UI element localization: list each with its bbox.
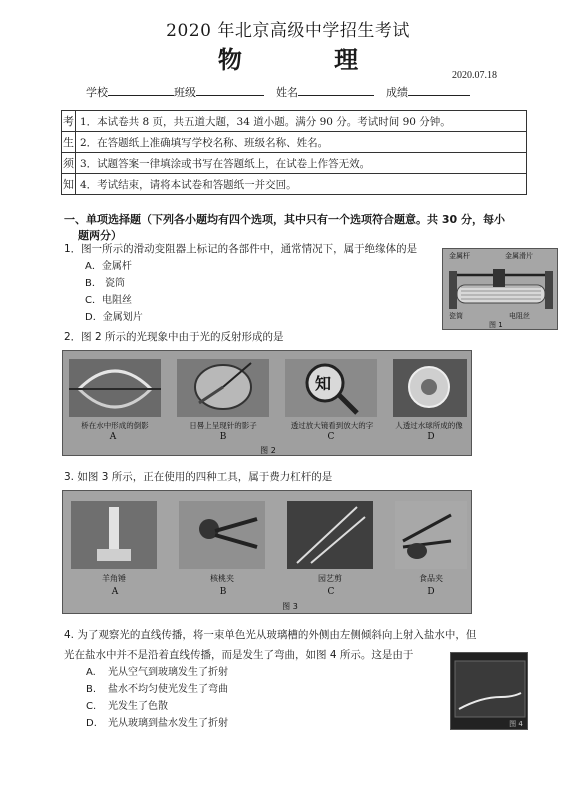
exam-notice-table bbox=[61, 110, 527, 195]
q1-option-b: B． 瓷筒 bbox=[85, 278, 126, 289]
figure-2 bbox=[62, 350, 472, 456]
q4-option-a bbox=[86, 666, 228, 680]
q4-option-b bbox=[86, 683, 228, 697]
score-label: 成绩 bbox=[386, 86, 408, 99]
q1-stem: 1．图一所示的滑动变阻器上标记的各部件中，通常情况下，属于绝缘体的是 bbox=[64, 243, 418, 255]
school-blank bbox=[108, 84, 174, 96]
exam-title: 2020 年北京高级中学招生考试 bbox=[166, 21, 410, 41]
q2-stem: 2．图 2 所示的光现象中由于光的反射形成的是 bbox=[64, 331, 284, 343]
section-heading bbox=[64, 212, 534, 244]
q4-option-a-letter: A. bbox=[86, 667, 96, 678]
q4-option-d-text: 光从玻璃到盐水发生了折射 bbox=[108, 718, 228, 729]
fig3-caption: 图 3 bbox=[282, 602, 298, 611]
q1-options bbox=[85, 260, 143, 325]
fig2-caption: 图 2 bbox=[260, 446, 276, 455]
fig1-label-tube: 瓷筒 bbox=[449, 312, 463, 320]
fig3-caption-c: 园艺剪 bbox=[318, 574, 342, 583]
fig2-letter-d: D bbox=[427, 432, 435, 442]
q4-option-c-letter: C. bbox=[86, 701, 97, 712]
notice-row bbox=[62, 174, 527, 195]
fig1-label-wire: 电阻丝 bbox=[509, 312, 530, 320]
q1-option-a: A．金属杆 bbox=[85, 261, 132, 272]
q4-stem-line2: 光在盐水中并不是沿着直线传播，而是发生了弯曲，如图 4 所示。这是由于 bbox=[64, 649, 414, 661]
q4-option-b-letter: B. bbox=[86, 684, 97, 695]
fig2-photo-c bbox=[285, 359, 377, 417]
fig3-letter-d: D bbox=[427, 587, 435, 597]
q4-option-d-letter: D. bbox=[86, 718, 97, 729]
notice-row bbox=[62, 132, 527, 153]
fig1-label-rod: 金属杆 bbox=[449, 252, 470, 260]
notice-row bbox=[62, 111, 527, 132]
fig3-photo-b bbox=[179, 501, 265, 569]
sundial-image bbox=[177, 359, 269, 417]
fig3-photo-c bbox=[287, 501, 373, 569]
q1-option-c: C．电阻丝 bbox=[85, 295, 132, 306]
bridge-image bbox=[69, 359, 161, 417]
section-heading-line2: 题两分） bbox=[78, 229, 122, 242]
fig1-caption: 图 1 bbox=[489, 321, 503, 329]
fig1-label-slider: 金属滑片 bbox=[505, 252, 533, 260]
fig4-caption: 图 4 bbox=[509, 720, 523, 728]
claw-hammer-image bbox=[71, 501, 157, 569]
q4-options bbox=[86, 666, 228, 731]
fig2-caption-d: 人透过水球所成的像 bbox=[395, 421, 463, 430]
fig2-caption-c: 透过放大镜看到放大的字 bbox=[290, 421, 374, 430]
q4-option-a-text: 光从空气到玻璃发生了折射 bbox=[108, 667, 228, 678]
fig3-caption-b: 核桃夹 bbox=[210, 574, 234, 583]
nutcracker-image bbox=[179, 501, 265, 569]
student-info-row bbox=[86, 84, 470, 100]
fig2-photo-d bbox=[393, 359, 467, 417]
food-tongs-image bbox=[395, 501, 467, 569]
fig3-photo-d bbox=[395, 501, 467, 569]
fig2-letter-b: B bbox=[219, 432, 227, 442]
notice-item: 4．考试结束，请将本试卷和答题纸一并交回。 bbox=[76, 174, 527, 195]
subject-title: 物 理 bbox=[217, 45, 401, 74]
fig3-letter-b: B bbox=[219, 587, 227, 597]
notice-key: 须 bbox=[62, 153, 76, 174]
magnifier-glyph: 知 bbox=[315, 374, 332, 393]
fig2-caption-b: 日晷上呈现针的影子 bbox=[189, 421, 257, 430]
exam-date: 2020.07.18 bbox=[452, 70, 497, 81]
notice-key: 考 bbox=[62, 111, 76, 132]
fig2-letter-c: C bbox=[327, 432, 335, 442]
q4-stem-line1: 4. 为了观察光的直线传播，将一束单色光从玻璃槽的外侧由左侧倾斜向上射入盐水中，但 bbox=[64, 629, 477, 641]
q4-option-c bbox=[86, 700, 228, 714]
score-blank bbox=[408, 84, 470, 96]
fig2-photo-b bbox=[177, 359, 269, 417]
notice-item: 2．在答题纸上准确填写学校名称、班级名称、姓名。 bbox=[76, 132, 527, 153]
notice-key: 知 bbox=[62, 174, 76, 195]
name-blank bbox=[298, 84, 374, 96]
garden-shears-image bbox=[287, 501, 373, 569]
fig3-letter-a: A bbox=[111, 587, 119, 597]
section-heading-line1: 一、单项选择题（下列各小题均有四个选项，其中只有一个选项符合题意。共 30 分，每小 bbox=[64, 213, 505, 226]
fig2-letter-a: A bbox=[109, 432, 117, 442]
fig3-caption-a: 羊角锤 bbox=[102, 574, 126, 583]
figure-4-light-bending bbox=[450, 652, 528, 730]
name-label: 姓名 bbox=[276, 86, 298, 99]
notice-key: 生 bbox=[62, 132, 76, 153]
fig3-caption-d: 食品夹 bbox=[419, 574, 443, 583]
notice-row bbox=[62, 153, 527, 174]
notice-item: 1．本试卷共 8 页，共五道大题，34 道小题。满分 90 分。考试时间 90 分钟。 bbox=[76, 111, 527, 132]
figure-1-rheostat bbox=[442, 248, 558, 330]
q4-option-d bbox=[86, 717, 228, 731]
class-blank bbox=[196, 84, 264, 96]
q1-option-d: D．金属划片 bbox=[85, 312, 143, 323]
q4-option-b-text: 盐水不均匀使光发生了弯曲 bbox=[108, 684, 228, 695]
school-label: 学校 bbox=[86, 86, 108, 99]
fig3-photo-a bbox=[71, 501, 157, 569]
fig2-caption-a: 桥在水中形成的倒影 bbox=[81, 421, 149, 430]
q3-stem: 3. 如图 3 所示，正在使用的四种工具，属于费力杠杆的是 bbox=[64, 471, 333, 483]
fig3-letter-c: C bbox=[327, 587, 335, 597]
figure-3 bbox=[62, 490, 472, 614]
class-label: 班级 bbox=[174, 86, 196, 99]
water-ball-image bbox=[393, 359, 467, 417]
notice-item: 3．试题答案一律填涂或书写在答题纸上，在试卷上作答无效。 bbox=[76, 153, 527, 174]
q4-option-c-text: 光发生了色散 bbox=[108, 701, 168, 712]
fig2-photo-a bbox=[69, 359, 161, 417]
